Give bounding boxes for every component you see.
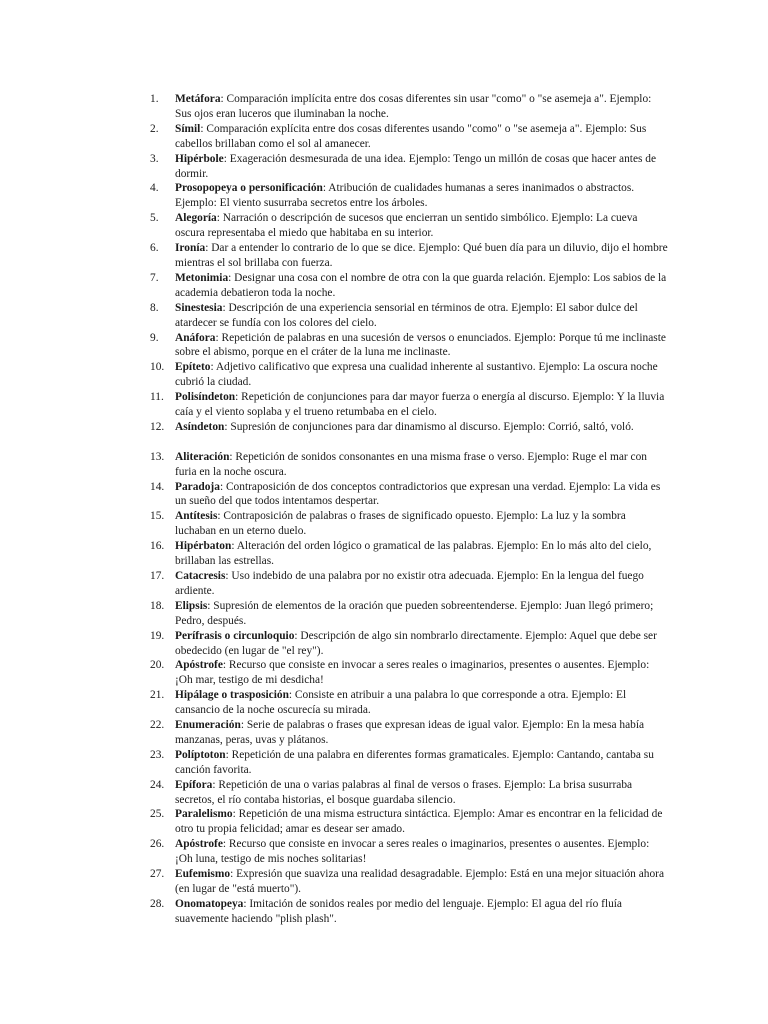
list-item <box>0 271 768 301</box>
item-number: 9. <box>150 331 159 344</box>
figure-description: : Comparación implícita entre dos cosas diferentes sin usar "como" o "se asemeja a". Ejemplo: Sus ojos eran luceros que iluminaban la noche. <box>175 93 652 120</box>
figure-description: : Narración o descripción de sucesos que encierran un sentido simbólico. Ejemplo: La cueva oscura representaba el miedo que habitaba en su interior. <box>175 212 638 240</box>
figure-description: : Imitación de sonidos reales por medio del lenguaje. Ejemplo: El agua del río fluía suavemente haciendo "plish plash". <box>175 897 622 925</box>
list-item <box>0 867 768 897</box>
figure-term: Paradoja <box>175 480 220 493</box>
item-number: 13. <box>150 450 165 463</box>
figure-term: Antítesis <box>175 510 218 523</box>
figure-description: : Repetición de una palabra en diferentes formas gramaticales. Ejemplo: Cantando, cantaba su canción favorita. <box>175 748 654 776</box>
figure-description: : Descripción de algo sin nombrarlo directamente. Ejemplo: Aquel que debe ser obedecido (en lugar de "el rey"). <box>175 629 657 657</box>
item-number: 1. <box>150 93 159 105</box>
list-item <box>0 450 768 480</box>
figure-term: Catacresis <box>175 569 226 582</box>
list-item <box>0 837 768 867</box>
figure-description: : Supresión de conjunciones para dar dinamismo al discurso. Ejemplo: Corrió, saltó, voló. <box>224 420 634 433</box>
list-item <box>0 509 768 539</box>
figure-description: : Contraposición de dos conceptos contradictorios que expresan una verdad. Ejemplo: La vida es un sueño del que todos intentamos despertar. <box>175 480 661 508</box>
item-number: 21. <box>150 689 165 702</box>
figure-description: : Exageración desmesurada de una idea. Ejemplo: Tengo un millón de cosas que hacer antes de dormir. <box>175 152 657 180</box>
figure-description: : Uso indebido de una palabra por no existir otra adecuada. Ejemplo: En la lengua del fuego ardiente. <box>175 569 644 597</box>
list-item <box>0 807 768 837</box>
item-number: 18. <box>150 599 165 612</box>
item-number: 15. <box>150 510 165 523</box>
figure-term: Políptoton <box>175 748 226 761</box>
figure-term: Epífora <box>175 778 213 791</box>
figure-term: Polisíndeton <box>175 391 236 404</box>
list-item <box>0 390 768 420</box>
figure-description: : Repetición de palabras en una sucesión de versos o enunciados. Ejemplo: Porque tú me inclinaste sobre el abismo, porque en el cráter de la luna me inclinaste. <box>175 331 666 359</box>
item-number: 27. <box>150 868 165 881</box>
figure-term: Metonimia <box>175 271 229 284</box>
figure-description: : Repetición de una misma estructura sintáctica. Ejemplo: Amar es encontrar en la felicidad de otro tu propia felicidad; amar es desear ser amado. <box>175 808 663 836</box>
figure-term: Prosopopeya o personificación <box>175 182 323 195</box>
list-item <box>0 599 768 629</box>
item-number: 14. <box>150 480 165 493</box>
figure-description: : Designar una cosa con el nombre de otra con la que guarda relación. Ejemplo: Los sabios de la academia debatieron toda la noche. <box>175 271 667 299</box>
item-number: 20. <box>150 659 165 672</box>
list-item <box>0 241 768 271</box>
figure-description: : Descripción de una experiencia sensorial en términos de otra. Ejemplo: El sabor dulce del atardecer se fundía con los colores del cielo. <box>175 301 638 329</box>
list-item <box>0 181 768 211</box>
list-item <box>0 152 768 182</box>
figure-term: Epíteto <box>175 361 211 374</box>
figure-description: : Dar a entender lo contrario de lo que se dice. Ejemplo: Qué buen día para un diluvio, dijo el hombre mientras el sol brillaba con fuerza. <box>175 242 668 269</box>
figure-term: Metáfora <box>175 93 221 105</box>
list-item <box>0 569 768 599</box>
figure-term: Ironía <box>175 242 206 255</box>
item-number: 7. <box>150 271 159 284</box>
item-number: 4. <box>150 182 159 195</box>
list-item <box>0 480 768 510</box>
figure-term: Apóstrofe <box>175 659 223 672</box>
item-number: 3. <box>150 152 159 165</box>
item-number: 11. <box>150 391 164 404</box>
list-item <box>0 778 768 808</box>
item-number: 5. <box>150 212 159 225</box>
figure-term: Anáfora <box>175 331 216 344</box>
figure-description: : Recurso que consiste en invocar a seres reales o imaginarios, presentes o ausentes. Ejemplo: ¡Oh mar, testigo de mi desdicha! <box>175 659 650 687</box>
list-item <box>0 688 768 718</box>
figure-term: Sinestesia <box>175 301 223 314</box>
list-item <box>0 92 768 122</box>
figure-description: : Atribución de cualidades humanas a seres inanimados o abstractos. Ejemplo: El viento susurraba secretos entre los árboles. <box>175 182 635 210</box>
figure-term: Elipsis <box>175 599 208 612</box>
literary-figures-list <box>0 92 768 927</box>
list-item <box>0 301 768 331</box>
list-item <box>0 897 768 927</box>
item-number: 16. <box>150 540 165 553</box>
list-item <box>0 748 768 778</box>
figure-description: : Expresión que suaviza una realidad desagradable. Ejemplo: Está en una mejor situación ahora (en lugar de "está muerto"). <box>175 868 665 896</box>
list-item <box>0 331 768 361</box>
figure-description: : Consiste en atribuir a una palabra lo que corresponde a otra. Ejemplo: El cansancio de la noche oscurecía su mirada. <box>175 689 627 717</box>
figure-description: : Repetición de una o varias palabras al final de versos o frases. Ejemplo: La brisa susurraba secretos, el río contaba historias, el bosque guardaba silencio. <box>175 778 633 806</box>
item-number: 17. <box>150 569 165 582</box>
figure-term: Apóstrofe <box>175 838 223 851</box>
figure-description: : Alteración del orden lógico o gramatical de las palabras. Ejemplo: En lo más alto del cielo, brillaban las estrellas. <box>175 540 652 568</box>
list-item <box>0 122 768 152</box>
item-number: 12. <box>150 420 165 433</box>
figure-description: : Comparación explícita entre dos cosas diferentes usando "como" o "se asemeja a". Ejemplo: Sus cabellos brillaban como el sol al amanecer. <box>175 122 647 150</box>
figure-term: Hipérbole <box>175 152 224 165</box>
item-number: 22. <box>150 719 165 732</box>
list-item <box>0 211 768 241</box>
figure-term: Hipérbaton <box>175 540 232 553</box>
figure-description: : Adjetivo calificativo que expresa una cualidad inherente al sustantivo. Ejemplo: La oscura noche cubrió la ciudad. <box>175 361 658 389</box>
item-number: 2. <box>150 122 159 135</box>
figure-description: : Repetición de sonidos consonantes en una misma frase o verso. Ejemplo: Ruge el mar con furia en la noche oscura. <box>175 450 647 478</box>
list-item <box>0 629 768 659</box>
figure-term: Eufemismo <box>175 868 231 881</box>
figure-description: : Contraposición de palabras o frases de significado opuesto. Ejemplo: La luz y la sombra luchaban en un eterno duelo. <box>175 510 626 538</box>
item-number: 28. <box>150 897 165 910</box>
figure-term: Hipálage o trasposición <box>175 689 289 702</box>
list-item <box>0 539 768 569</box>
item-number: 23. <box>150 748 165 761</box>
item-number: 6. <box>150 242 159 255</box>
figure-term: Enumeración <box>175 719 241 732</box>
list-item <box>0 658 768 688</box>
item-number: 19. <box>150 629 165 642</box>
figure-term: Alegoría <box>175 212 217 225</box>
list-item <box>0 360 768 390</box>
list-item <box>0 420 768 450</box>
figure-term: Símil <box>175 122 201 135</box>
item-number: 8. <box>150 301 159 314</box>
item-number: 24. <box>150 778 165 791</box>
figure-term: Paralelismo <box>175 808 233 821</box>
figure-description: : Serie de palabras o frases que expresan ideas de igual valor. Ejemplo: En la mesa había manzanas, peras, uvas y plátanos. <box>175 719 645 746</box>
list-item <box>0 718 768 748</box>
figure-term: Asíndeton <box>175 420 225 433</box>
figure-description: : Recurso que consiste en invocar a seres reales o imaginarios, presentes o ausentes. Ejemplo: ¡Oh luna, testigo de mis noches solitarias! <box>175 838 650 866</box>
item-number: 25. <box>150 808 165 821</box>
figure-term: Perífrasis o circunloquio <box>175 629 295 642</box>
item-number: 26. <box>150 838 165 851</box>
figure-term: Aliteración <box>175 450 230 463</box>
item-number: 10. <box>150 361 165 374</box>
figure-term: Onomatopeya <box>175 897 244 910</box>
figure-description: : Repetición de conjunciones para dar mayor fuerza o energía al discurso. Ejemplo: Y la lluvia caía y el viento soplaba y el trueno retumbaba en el cielo. <box>175 391 665 419</box>
figure-description: : Supresión de elementos de la oración que pueden sobreentenderse. Ejemplo: Juan llegó primero; Pedro, después. <box>175 599 654 627</box>
